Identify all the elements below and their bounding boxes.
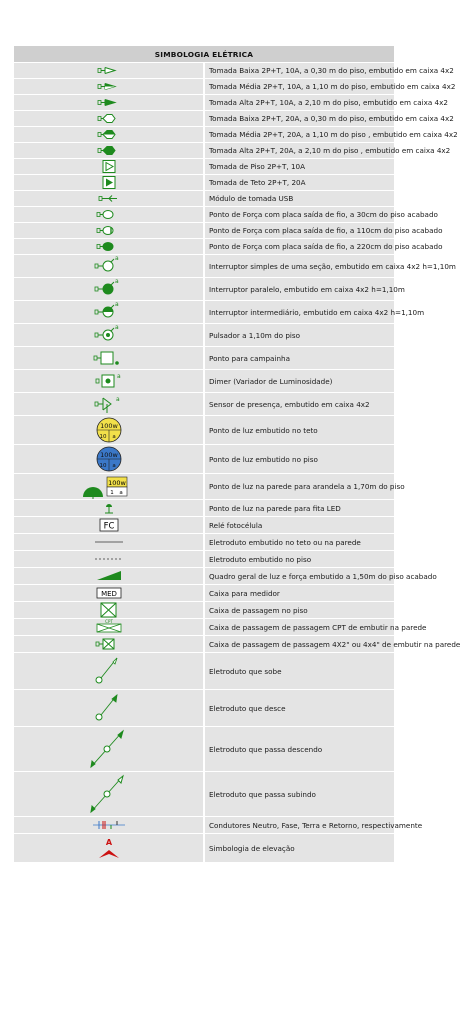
legend-label: Eletroduto que desce (204, 690, 394, 727)
tomada-alta-icon (14, 95, 204, 111)
legend-label: Tomada Alta 2P+T, 10A, a 2,10 m do piso, embutido em caixa 4x2 (204, 95, 394, 111)
legend-row (14, 370, 394, 393)
fotocelula-icon (14, 517, 204, 534)
legend-row (14, 636, 394, 653)
svg-text:a: a (118, 490, 123, 496)
legend-row (14, 474, 394, 500)
legend-row (14, 500, 394, 517)
legend-row (14, 191, 394, 207)
ponto-forca-220-icon (14, 239, 204, 255)
legend-label: Eletroduto embutido no piso (204, 551, 394, 568)
elevacao-icon (14, 834, 204, 863)
legend-row (14, 653, 394, 690)
pulsador-icon (14, 324, 204, 347)
legend-label: Simbologia de elevação (204, 834, 394, 863)
ponto-forca-30-icon (14, 207, 204, 223)
caixa-4x2-icon (14, 636, 204, 653)
legend-label: Pulsador a 1,10m do piso (204, 324, 394, 347)
legend-row (14, 619, 394, 636)
table-header: SIMBOLOGIA ELÉTRICA (14, 46, 394, 63)
eletroduto-sobe-icon (14, 653, 204, 690)
legend-row (14, 95, 394, 111)
interruptor-simples-icon (14, 255, 204, 278)
legend-rows (14, 63, 460, 863)
caixa-passagem-piso-icon (14, 602, 204, 619)
legend-label: Eletroduto que passa subindo (204, 772, 394, 817)
svg-text:a: a (111, 434, 116, 440)
legend-row (14, 239, 394, 255)
legend-label: Dimer (Variador de Luminosidade) (204, 370, 394, 393)
eletroduto-passa-descendo-icon (14, 727, 204, 772)
legend-row (14, 207, 394, 223)
legend-label: Módulo de tomada USB (204, 191, 394, 207)
svg-text:a: a (114, 255, 119, 262)
legend-label: Sensor de presença, embutido em caixa 4x2 (204, 393, 394, 416)
legend-row (14, 63, 394, 79)
ponto-forca-110-icon (14, 223, 204, 239)
legend-label: Interruptor paralelo, embutido em caixa 4x2 h=1,10m (204, 278, 394, 301)
legend-row (14, 517, 394, 534)
tomada-baixa-icon (14, 63, 204, 79)
legend-row (14, 127, 394, 143)
fita-led-icon (14, 500, 204, 517)
svg-text:100w: 100w (99, 451, 118, 459)
legend-row (14, 445, 394, 474)
legend-row (14, 727, 394, 772)
legend-label: Tomada de Teto 2P+T, 20A (204, 175, 394, 191)
legend-row (14, 143, 394, 159)
campainha-icon (14, 347, 204, 370)
legend-row (14, 159, 394, 175)
legend-label: Caixa para medidor (204, 585, 394, 602)
svg-text:1: 1 (109, 490, 114, 496)
legend-row (14, 347, 394, 370)
legend-label: Eletroduto que passa descendo (204, 727, 394, 772)
legend-label: Condutores Neutro, Fase, Terra e Retorno, respectivamente (204, 817, 394, 834)
interruptor-paralelo-icon (14, 278, 204, 301)
eletroduto-teto-icon (14, 534, 204, 551)
legend-label: Ponto para campainha (204, 347, 394, 370)
condutores-icon (14, 817, 204, 834)
legend-label: Caixa de passagem no piso (204, 602, 394, 619)
legend-label: Ponto de Força com placa saída de fio, a 30cm do piso acabado (204, 207, 394, 223)
legend-label: Caixa de passagem de passagem CPT de embutir na parede (204, 619, 394, 636)
legend-row (14, 568, 394, 585)
legend-label: Ponto de luz na parede para arandela a 1,70m do piso (204, 474, 394, 500)
legend-label: Caixa de passagem de passagem 4X2" ou 4x4" de embutir na parede (204, 636, 394, 653)
legend-label: Tomada Baixa 2P+T, 20A, a 0,30 m do piso, embutido em caixa 4x2 (204, 111, 394, 127)
eletroduto-passa-subindo-icon (14, 772, 204, 817)
caixa-cpt-icon (14, 619, 204, 636)
legend-label: Ponto de Força com placa saída de fio, a 220cm do piso acabado (204, 239, 394, 255)
legend-row (14, 301, 394, 324)
svg-text:A: A (105, 838, 112, 847)
legend-table (14, 46, 460, 863)
tomada-baixa-20a-icon (14, 111, 204, 127)
arandela-icon (14, 474, 204, 500)
tomada-media-icon (14, 79, 204, 95)
legend-row (14, 324, 394, 347)
legend-label: Relé fotocélula (204, 517, 394, 534)
legend-label: Ponto de luz embutido no teto (204, 416, 394, 445)
svg-text:a: a (114, 301, 119, 308)
legend-label: Tomada Média 2P+T, 20A, a 1,10 m do piso , embutido em caixa 4x2 (204, 127, 394, 143)
legend-row (14, 585, 394, 602)
legend-label: Ponto de luz na parede para fita LED (204, 500, 394, 517)
legend-label: Interruptor simples de uma seção, embutido em caixa 4x2 h=1,10m (204, 255, 394, 278)
legend-row (14, 416, 394, 445)
svg-text:FC: FC (103, 521, 114, 532)
legend-row (14, 534, 394, 551)
legend-label: Ponto de luz embutido no piso (204, 445, 394, 474)
legend-label: Quadro geral de luz e força embutido a 1,50m do piso acabado (204, 568, 394, 585)
legend-label: Tomada Média 2P+T, 10A, a 1,10 m do piso, embutido em caixa 4x2 (204, 79, 394, 95)
legend-row (14, 551, 394, 568)
tomada-alta-20a-icon (14, 143, 204, 159)
quadro-geral-icon (14, 568, 204, 585)
legend-row (14, 175, 394, 191)
tomada-media-20a-icon (14, 127, 204, 143)
svg-text:a: a (114, 278, 119, 285)
legend-row (14, 602, 394, 619)
luz-teto-icon (14, 416, 204, 445)
usb-icon (14, 191, 204, 207)
legend-row (14, 817, 394, 834)
legend-label: Eletroduto embutido no teto ou na parede (204, 534, 394, 551)
legend-row (14, 278, 394, 301)
legend-row (14, 772, 394, 817)
interruptor-intermediario-icon (14, 301, 204, 324)
svg-text:a: a (111, 463, 116, 469)
svg-text:MED: MED (100, 590, 117, 598)
sensor-presenca-icon (14, 393, 204, 416)
svg-text:a: a (116, 373, 121, 380)
svg-text:100w: 100w (107, 479, 126, 487)
legend-row (14, 393, 394, 416)
medidor-icon (14, 585, 204, 602)
legend-label: Tomada Baixa 2P+T, 10A, a 0,30 m do piso, embutido em caixa 4x2 (204, 63, 394, 79)
legend-row (14, 111, 394, 127)
legend-row (14, 834, 394, 863)
eletroduto-desce-icon (14, 690, 204, 727)
svg-text:CPT: CPT (104, 619, 113, 624)
luz-piso-icon (14, 445, 204, 474)
svg-text:100w: 100w (99, 422, 118, 430)
legend-row (14, 690, 394, 727)
legend-label: Eletroduto que sobe (204, 653, 394, 690)
tomada-teto-icon (14, 175, 204, 191)
svg-text:10: 10 (99, 463, 106, 469)
legend-row (14, 255, 394, 278)
tomada-piso-icon (14, 159, 204, 175)
legend-label: Tomada Alta 2P+T, 20A, a 2,10 m do piso , embutido em caixa 4x2 (204, 143, 394, 159)
svg-text:10: 10 (99, 434, 106, 440)
legend-label: Tomada de Piso 2P+T, 10A (204, 159, 394, 175)
legend-row (14, 223, 394, 239)
eletroduto-piso-icon (14, 551, 204, 568)
svg-text:a: a (114, 324, 119, 331)
legend-label: Ponto de Força com placa saída de fio, a 110cm do piso acabado (204, 223, 394, 239)
svg-text:a: a (115, 396, 120, 403)
legend-label: Interruptor intermediário, embutido em caixa 4x2 h=1,10m (204, 301, 394, 324)
legend-row (14, 79, 394, 95)
dimer-icon (14, 370, 204, 393)
